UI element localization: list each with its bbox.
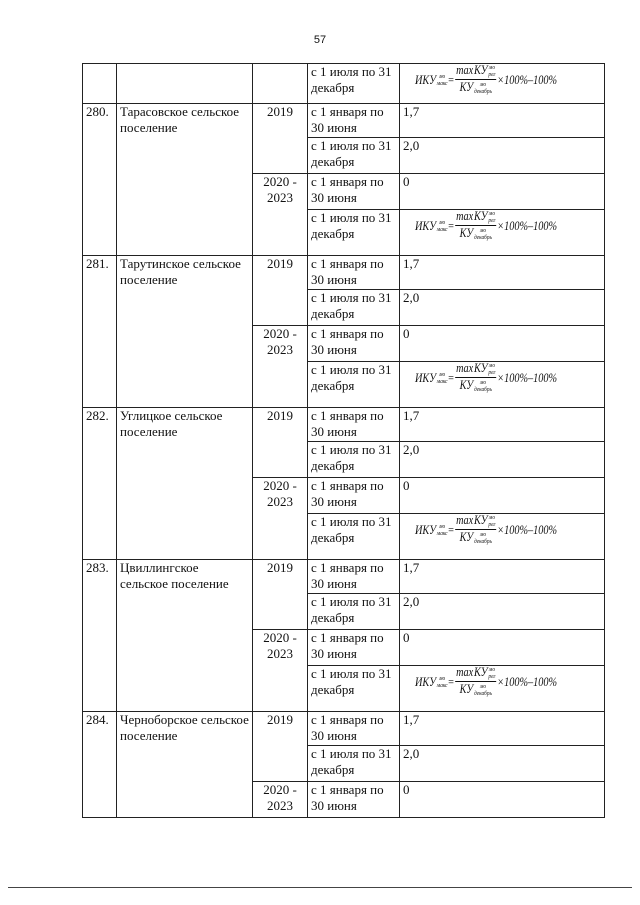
formula-denominator: КУ мо декабрь (460, 682, 493, 698)
formula-lhs-indices: мо макс (437, 522, 448, 537)
formula-fraction (456, 514, 497, 545)
year-2019: 2019 (253, 408, 308, 478)
period-h2: с 1 июля по 31 декабря (308, 746, 400, 782)
row-number: 284. (83, 712, 117, 818)
formula-numerator: max КУ мо рег (456, 513, 496, 529)
period-h1: с 1 января по 30 июня (308, 174, 400, 210)
coefficient-formula: ИКУ мо макс = max КУ мо рег КУ мо декабрь ×100%–100% (415, 63, 558, 96)
formula-denominator: КУ мо декабрь (460, 378, 493, 394)
coefficient-formula: ИКУ мо макс = max КУ мо рег КУ мо декабрь ×100%–100% (415, 361, 558, 394)
period-h1: с 1 января по 30 июня (308, 478, 400, 514)
coefficient-value: 1,7 (400, 256, 605, 290)
settlement-name: Тарасовское сельское поселение (117, 104, 253, 256)
period-h2: с 1 июля по 31 декабря (308, 362, 400, 408)
coefficients-table (82, 63, 605, 818)
formula-lhs: ИКУ (415, 674, 437, 689)
coefficient-value: 1,7 (400, 104, 605, 138)
coefficient-value: 2,0 (400, 594, 605, 630)
cell-year (253, 64, 308, 104)
period-h2: с 1 июля по 31 декабря (308, 210, 400, 256)
period-h2: с 1 июля по 31 декабря (308, 666, 400, 712)
table-row (83, 712, 605, 746)
formula-lhs-indices: мо макс (437, 72, 448, 87)
coefficient-formula: ИКУ мо макс = max КУ мо рег КУ мо декабрь ×100%–100% (415, 209, 558, 242)
footer-rule (8, 887, 632, 888)
coefficient-value: 2,0 (400, 138, 605, 174)
period-h1: с 1 января по 30 июня (308, 408, 400, 442)
period-h1: с 1 января по 30 июня (308, 630, 400, 666)
cell-number (83, 64, 117, 104)
period-h2: с 1 июля по 31 декабря (308, 138, 400, 174)
period-h1: с 1 января по 30 июня (308, 712, 400, 746)
table-row (83, 256, 605, 290)
year-2020-2023: 2020 - 2023 (253, 782, 308, 818)
formula-lhs: ИКУ (415, 72, 437, 87)
coefficient-formula-cell (400, 210, 605, 256)
settlement-name: Черноборское сельское поселение (117, 712, 253, 818)
formula-fraction (456, 210, 497, 241)
period-h2: с 1 июля по 31 декабря (308, 514, 400, 560)
row-number: 282. (83, 408, 117, 560)
formula-numerator: max КУ мо рег (456, 63, 496, 79)
settlement-name: Цвиллингское сельское поселение (117, 560, 253, 712)
coefficient-value: 0 (400, 326, 605, 362)
formula-denominator: КУ мо декабрь (460, 80, 493, 96)
year-2020-2023: 2020 - 2023 (253, 478, 308, 560)
cell-coefficient (400, 64, 605, 104)
formula-numerator: max КУ мо рег (456, 665, 496, 681)
formula-denominator: КУ мо декабрь (460, 530, 493, 546)
coefficient-value: 0 (400, 174, 605, 210)
year-2020-2023: 2020 - 2023 (253, 174, 308, 256)
settlement-name: Углицкое сельское поселение (117, 408, 253, 560)
coefficient-value: 1,7 (400, 712, 605, 746)
row-number: 280. (83, 104, 117, 256)
year-2019: 2019 (253, 560, 308, 630)
period-h1: с 1 января по 30 июня (308, 104, 400, 138)
cell-period: с 1 июля по 31 декабря (308, 64, 400, 104)
table-row (83, 560, 605, 594)
formula-rhs: ×100%–100% (497, 370, 558, 385)
period-h2: с 1 июля по 31 декабря (308, 594, 400, 630)
coefficient-formula-cell (400, 362, 605, 408)
formula-fraction (456, 666, 497, 697)
period-h1: с 1 января по 30 июня (308, 560, 400, 594)
formula-numerator: max КУ мо рег (456, 361, 496, 377)
coefficient-value: 1,7 (400, 408, 605, 442)
year-2019: 2019 (253, 104, 308, 174)
period-h2: с 1 июля по 31 декабря (308, 442, 400, 478)
formula-lhs-indices: мо макс (437, 674, 448, 689)
formula-rhs: ×100%–100% (497, 72, 558, 87)
coefficient-value: 1,7 (400, 560, 605, 594)
coefficient-formula-cell (400, 514, 605, 560)
year-2020-2023: 2020 - 2023 (253, 326, 308, 408)
coefficient-formula: ИКУ мо макс = max КУ мо рег КУ мо декабрь ×100%–100% (415, 513, 558, 546)
formula-denominator: КУ мо декабрь (460, 226, 493, 242)
year-2020-2023: 2020 - 2023 (253, 630, 308, 712)
coefficient-value: 2,0 (400, 442, 605, 478)
formula-rhs: ×100%–100% (497, 674, 558, 689)
period-h1: с 1 января по 30 июня (308, 326, 400, 362)
page-number: 57 (313, 34, 327, 46)
year-2019: 2019 (253, 256, 308, 326)
period-h1: с 1 января по 30 июня (308, 256, 400, 290)
period-h2: с 1 июля по 31 декабря (308, 290, 400, 326)
formula-numerator: max КУ мо рег (456, 209, 496, 225)
coefficient-value: 0 (400, 630, 605, 666)
settlement-name: Тарутинское сельское поселение (117, 256, 253, 408)
formula-rhs: ×100%–100% (497, 218, 558, 233)
formula-fraction (456, 362, 497, 393)
table-row (83, 408, 605, 442)
formula-lhs: ИКУ (415, 522, 437, 537)
period-h1: с 1 января по 30 июня (308, 782, 400, 818)
formula-fraction (456, 64, 497, 95)
table-row-continued (83, 64, 605, 104)
coefficient-value: 0 (400, 478, 605, 514)
year-2019: 2019 (253, 712, 308, 782)
row-number: 283. (83, 560, 117, 712)
coefficient-formula-cell (400, 666, 605, 712)
table-row (83, 104, 605, 138)
row-number: 281. (83, 256, 117, 408)
coefficient-formula: ИКУ мо макс = max КУ мо рег КУ мо декабрь ×100%–100% (415, 665, 558, 698)
coefficient-value: 2,0 (400, 746, 605, 782)
coefficient-value: 2,0 (400, 290, 605, 326)
formula-lhs: ИКУ (415, 370, 437, 385)
coefficient-value: 0 (400, 782, 605, 818)
formula-rhs: ×100%–100% (497, 522, 558, 537)
formula-lhs-indices: мо макс (437, 370, 448, 385)
cell-name (117, 64, 253, 104)
formula-lhs: ИКУ (415, 218, 437, 233)
formula-lhs-indices: мо макс (437, 218, 448, 233)
